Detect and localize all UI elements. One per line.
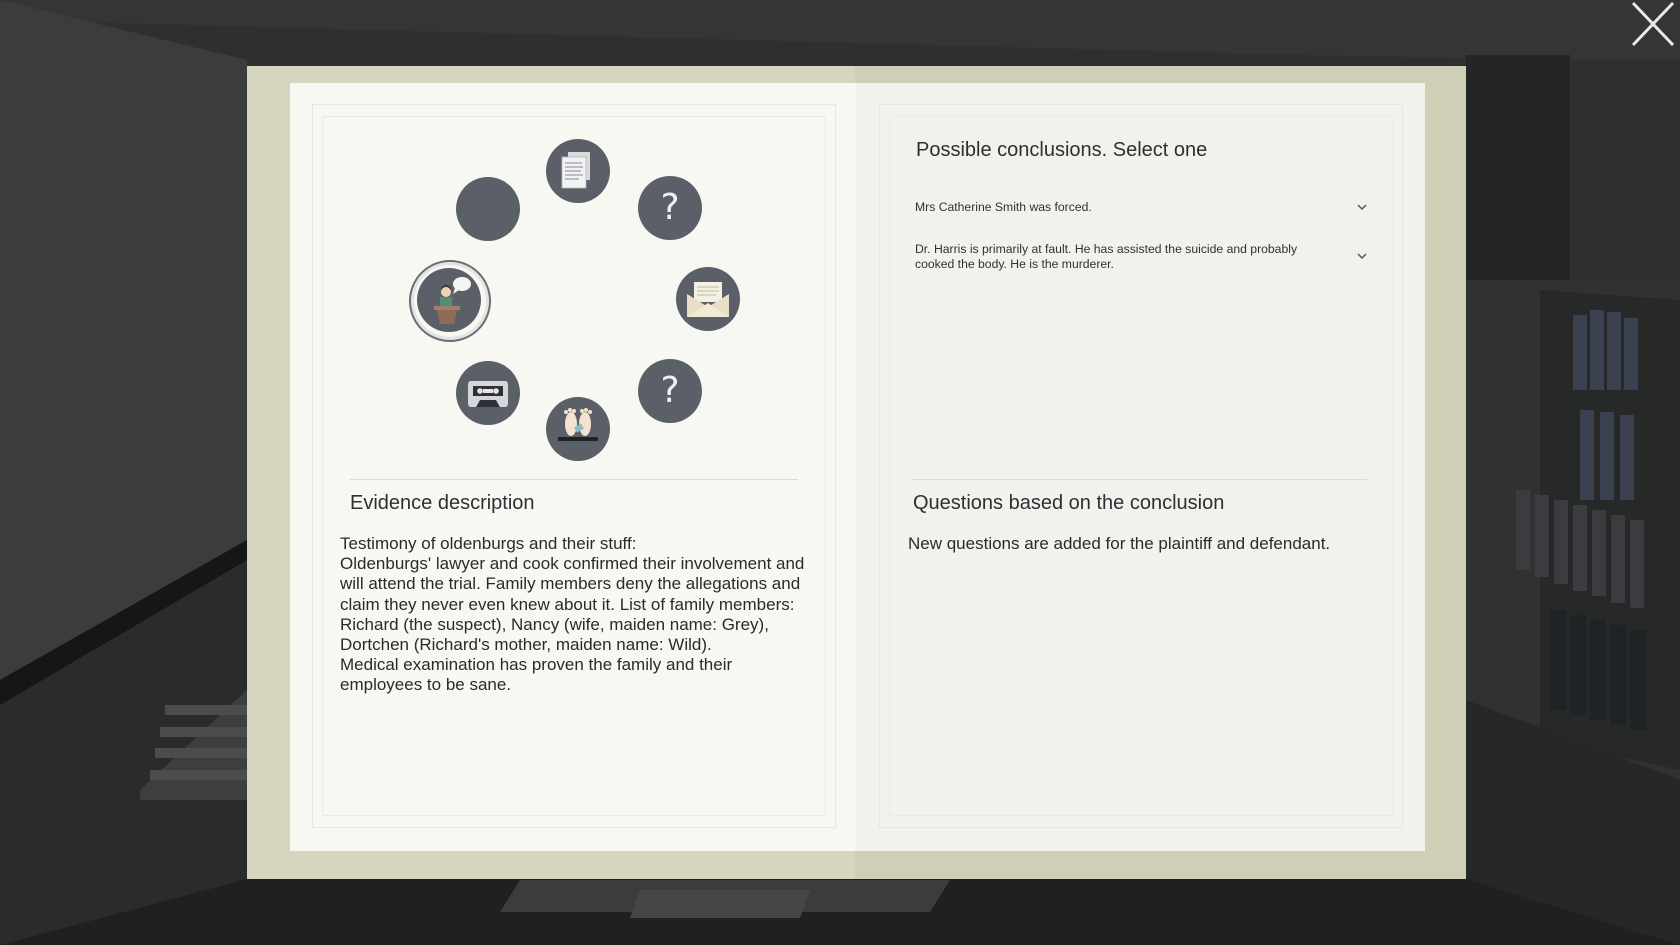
evidence-empty[interactable] bbox=[456, 177, 520, 241]
conclusion-option[interactable] bbox=[915, 242, 1335, 272]
questions-heading: Questions based on the conclusion bbox=[913, 492, 1225, 514]
conclusions-heading: Possible conclusions. Select one bbox=[916, 139, 1208, 161]
conclusion-option[interactable] bbox=[915, 200, 1375, 215]
evidence-testimony[interactable] bbox=[417, 268, 481, 332]
witness-stand-icon bbox=[417, 268, 481, 332]
right-page-frame-inner bbox=[889, 116, 1393, 816]
close-x-icon bbox=[1630, 0, 1676, 48]
blank-circle-icon bbox=[456, 177, 520, 241]
right-divider bbox=[912, 479, 1367, 480]
conclusion-option-text: Mrs Catherine Smith was forced. bbox=[915, 200, 1092, 214]
evidence-description-heading: Evidence description bbox=[350, 492, 535, 514]
corpse-feet-icon bbox=[546, 397, 610, 461]
left-page-frame-inner bbox=[322, 116, 826, 816]
chevron-down-icon bbox=[1355, 200, 1369, 214]
envelope-icon bbox=[676, 267, 740, 331]
evidence-cassette[interactable] bbox=[456, 361, 520, 425]
chevron-down-icon bbox=[1355, 249, 1369, 263]
conclusion-option-text: Dr. Harris is primarily at fault. He has assisted the suicide and probably cooked the body. He is the murderer. bbox=[915, 242, 1298, 271]
question-mark-icon: ? bbox=[660, 187, 680, 228]
evidence-unknown-1[interactable] bbox=[638, 176, 702, 240]
left-divider bbox=[350, 479, 798, 480]
questions-text: New questions are added for the plaintiff and defendant. bbox=[908, 534, 1331, 553]
evidence-description-text: Testimony of oldenburgs and their stuff: Oldenburgs' lawyer and cook confirmed their involvement and will attend the trial. Family members deny the allegations and claim they never even knew about it. List of family members: Richard (the suspect), Nancy (wife, maiden name: Grey), Dortchen (Richard's mother, maiden name: Wild). Medical examination has proven the family and their employees to be sane. bbox=[340, 534, 805, 695]
cassette-tape-icon bbox=[456, 361, 520, 425]
documents-icon bbox=[546, 139, 610, 203]
evidence-autopsy[interactable] bbox=[546, 397, 610, 461]
evidence-documents[interactable] bbox=[546, 139, 610, 203]
evidence-unknown-2[interactable] bbox=[638, 359, 702, 423]
evidence-letter[interactable] bbox=[676, 267, 740, 331]
close-button[interactable] bbox=[1630, 0, 1676, 48]
question-mark-icon: ? bbox=[660, 370, 680, 411]
